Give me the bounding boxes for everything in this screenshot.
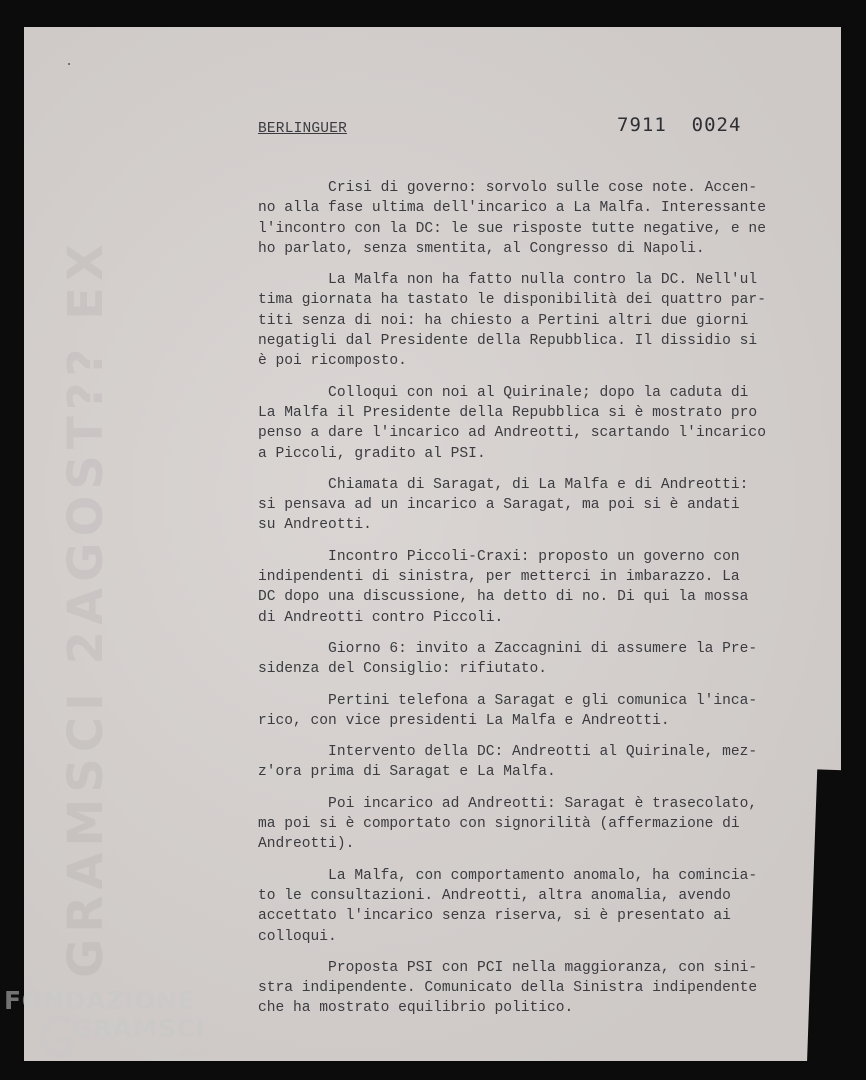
stamp-text: GRAMSCI 2AGOST?? EX — [58, 238, 114, 978]
document-header — [258, 114, 758, 147]
archive-code: 7911 0024 — [617, 114, 742, 136]
watermark-sub: onlus — [178, 1046, 208, 1059]
fondazione-gramsci-watermark — [4, 986, 234, 1076]
paragraph-pertini: Pertini telefona a Saragat e gli comunica l'inca- rico, con vice presidenti La Malfa e Andreotti. — [258, 692, 758, 729]
watermark-line1: FONDAZIONE — [4, 986, 196, 1015]
paragraph-incontro: Incontro Piccoli-Craxi: proposto un governo con indipendenti di sinistra, per metterci in imbarazzo. La DC dopo una discussione, ha detto di no. Di qui la mossa di Andreotti contro Piccoli. — [258, 548, 749, 626]
paragraph-crisi: Crisi di governo: sorvolo sulle cose note. Accen- no alla fase ultima dell'incarico a La Malfa. Interessante l'incontro con la DC: le sue risposte tutte negative, e ne ho parlato, senza smentita, al Congresso di Napoli. — [258, 180, 766, 257]
paragraph-consultazioni: La Malfa, con comportamento anomalo, ha comincia- to le consultazioni. Andreotti, altra anomalia, avendo accettato l'incarico senza riserva, si è presentato ai colloqui. — [258, 867, 758, 945]
watermark-line2: GRAMSCI — [72, 1014, 206, 1043]
paragraph-proposta-psi: Proposta PSI con PCI nella maggioranza, con sini- stra indipendente. Comunicato della Sinistra indipendente che ha mostrato equilibrio politico. — [258, 959, 758, 1017]
paragraph-la-malfa: La Malfa non ha fatto nulla contro la DC. Nell'ul tima giornata ha tastato le disponibilità dei quattro par- titi senza di noi: ha chiesto a Pertini altri due giorni negatigli dal Presidente della Repubblica. Il dissidio si è poi ricomposto. — [258, 272, 766, 370]
faded-archive-stamp — [58, 238, 114, 978]
paper-speck — [68, 63, 70, 65]
paragraph-giorno-6: Giorno 6: invito a Zaccagnini di assumere la Pre- sidenza del Consiglio: rifiutato. — [258, 640, 758, 678]
paragraph-colloqui: Colloqui con noi al Quirinale; dopo la caduta di La Malfa il Presidente della Repubblica si è mostrato pro penso a dare l'incarico ad Andreotti, scartando l'incarico a Piccoli, gradito al PSI. — [258, 384, 766, 462]
author-heading: BERLINGUER — [258, 121, 348, 137]
document-body — [258, 178, 828, 1030]
paragraph-poi-incarico: Poi incarico ad Andreotti: Saragat è trasecolato, ma poi si è comportato con signorilità (affermazione di Andreotti). — [258, 795, 758, 853]
paragraph-intervento: Intervento della DC: Andreotti al Quirinale, mez- z'ora prima di Saragat e La Malfa. — [258, 744, 758, 781]
paragraph-chiamata: Chiamata di Saragat, di La Malfa e di Andreotti: si pensava ad un incarico a Saragat, ma poi si è andati su Andreotti. — [258, 476, 749, 534]
